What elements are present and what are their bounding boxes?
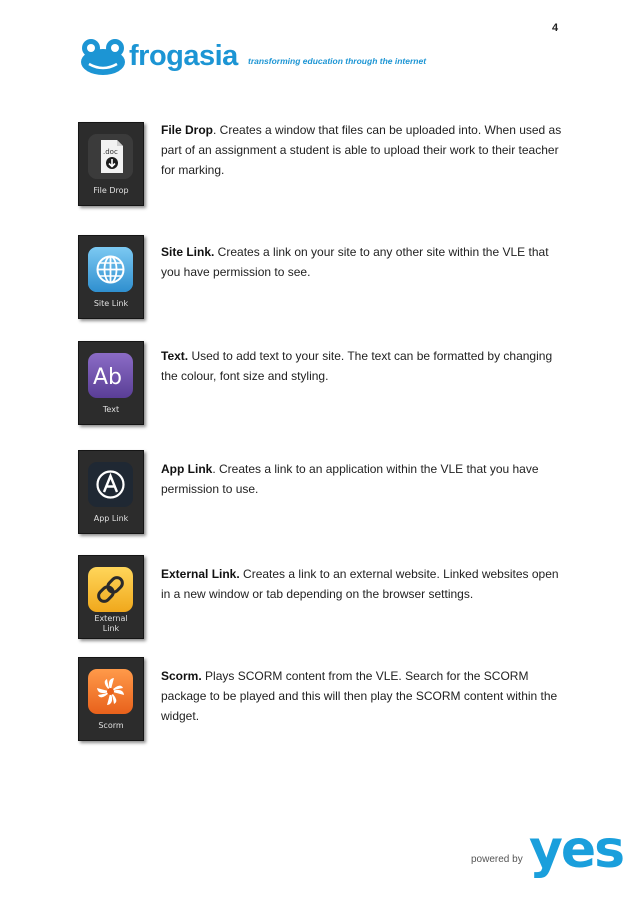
widget-description: [161, 242, 571, 282]
app-link-icon: [88, 462, 133, 507]
widget-description: [161, 564, 571, 604]
widget-description: [161, 346, 571, 386]
widget-title: File Drop: [161, 123, 214, 137]
globe-icon: [88, 247, 133, 292]
scorm-pinwheel-icon: [88, 669, 133, 714]
widget-text: [78, 341, 144, 425]
widget-text: Plays SCORM content from the VLE. Search for the SCORM package to be played and this will then play the SCORM content within the widget.: [161, 669, 558, 723]
widget-description: [161, 459, 571, 499]
widget-label: Scorm: [98, 721, 124, 730]
widget-description: [161, 666, 571, 726]
widget-text: Used to add text to your site. The text can be formatted by changing the colour, font size and styling.: [161, 349, 553, 383]
widget-app-link: [78, 450, 144, 534]
brand-name: frogasia: [129, 40, 238, 72]
widget-description: [161, 120, 571, 180]
brand-tagline: transforming education through the internet: [248, 56, 427, 66]
widget-label: App Link: [93, 514, 129, 523]
widget-title: Site Link.: [161, 245, 215, 259]
widget-title: App Link: [161, 462, 213, 476]
widget-label: External Link: [94, 614, 128, 633]
frogasia-logo: [79, 38, 427, 78]
file-drop-icon: [88, 134, 133, 179]
widget-site-link: [78, 235, 144, 319]
powered-by-text: powered by: [471, 854, 523, 865]
widget-title: Text.: [161, 349, 189, 363]
text-ab-icon: [88, 353, 133, 398]
powered-by-yes-logo: [471, 820, 624, 884]
widget-label: File Drop: [93, 186, 129, 195]
widget-title: Scorm.: [161, 669, 202, 683]
yes-brand: yes: [529, 820, 624, 880]
widget-external-link: [78, 555, 144, 639]
widget-title: External Link.: [161, 567, 240, 581]
page-number: 4: [552, 22, 559, 34]
widget-text: . Creates a link to an application within the VLE that you have permission to use.: [161, 462, 539, 496]
widget-text: Creates a link to an external website. Linked websites open in a new window or tab depending on the browser settings.: [161, 567, 559, 601]
widget-label: Site Link: [93, 299, 129, 308]
chain-link-icon: [88, 567, 133, 612]
widget-text: . Creates a window that files can be uploaded into. When used as part of an assignment a student is able to upload their work to their teacher for marking.: [161, 123, 562, 177]
widget-file-drop: [78, 122, 144, 206]
svg-text:.doc: .doc: [103, 148, 118, 156]
widget-label: Text: [102, 405, 120, 414]
frog-logo-icon: [79, 38, 127, 76]
widget-text: Creates a link on your site to any other site within the VLE that you have permission to see.: [161, 245, 549, 279]
svg-text:Ab: Ab: [93, 365, 123, 390]
widget-scorm: [78, 657, 144, 741]
